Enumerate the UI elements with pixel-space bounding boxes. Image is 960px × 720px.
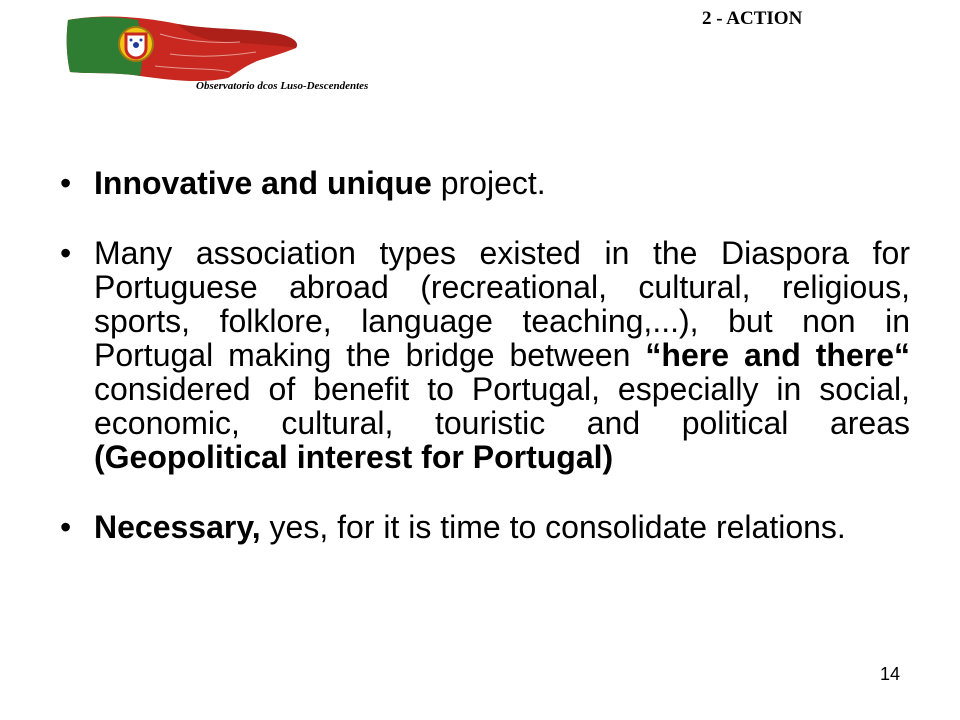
portugal-flag-logo (60, 14, 305, 84)
bullet-text-segment: Innovative and unique (94, 165, 432, 201)
bullet-text-segment: Many association types existed in the Diaspora for Portuguese abroad (recreational, cultural, religious, sports, folklore, language teaching,...), but non in Portugal making the bridge between (94, 235, 910, 373)
bullet-text-segment: yes, for it is time to consolidate relations. (260, 509, 846, 545)
bullet-text-segment: (Geopolitical interest for Portugal) (94, 439, 614, 475)
bullet-item (60, 236, 910, 474)
bullet-text-segment: project. (431, 165, 546, 201)
bullet-item (60, 510, 910, 544)
bullet-text-segment: Necessary, (94, 509, 261, 545)
bullet-text (94, 509, 846, 545)
bullet-marker: • (60, 165, 72, 201)
bullet-marker: • (60, 509, 72, 545)
bullet-text-segment: considered of benefit to Portugal, especially in social, economic, cultural, touristic and political areas (94, 371, 910, 441)
bullet-text (94, 235, 910, 475)
bullet-item (60, 166, 910, 200)
logo-caption: Observatorio dcos Luso-Descendentes (196, 80, 369, 92)
bullet-text (94, 165, 546, 201)
page-number: 14 (880, 664, 901, 684)
bullet-text-segment: “here and there“ (645, 337, 911, 373)
section-label: 2 - ACTION (702, 8, 803, 29)
bullet-marker: • (60, 235, 72, 271)
bullet-list (60, 166, 910, 544)
